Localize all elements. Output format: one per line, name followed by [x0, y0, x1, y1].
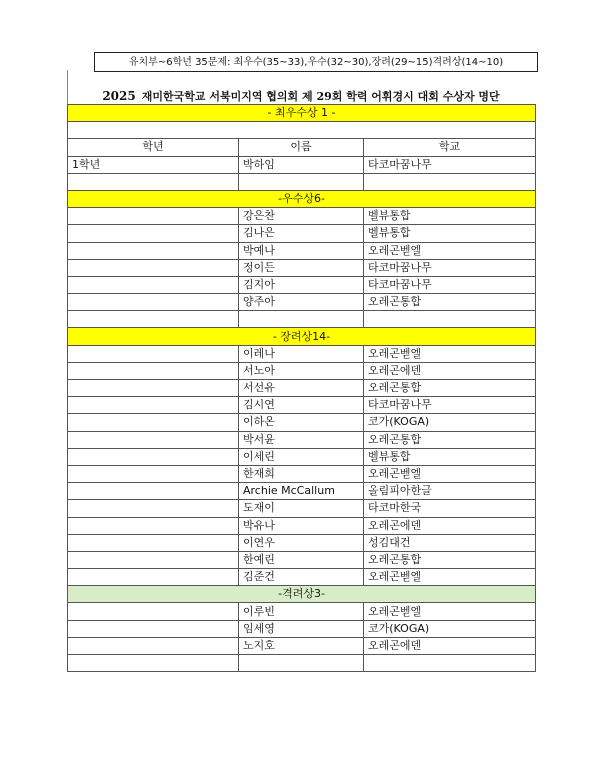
spacer-row	[68, 173, 536, 190]
cell-school: 타코마한국	[364, 500, 536, 517]
cell-school: 오레곤통합	[364, 431, 536, 448]
cell-name: 한재희	[239, 465, 364, 482]
cell-name: 박서윤	[239, 431, 364, 448]
cell-school: 타코마꿈나무	[364, 397, 536, 414]
cell-school: 타코마꿈나무	[364, 156, 536, 173]
table-row	[68, 465, 536, 482]
section-band-encouragement	[68, 328, 536, 345]
spacer-row	[68, 311, 536, 328]
table-row	[68, 362, 536, 379]
header-grade: 학년	[68, 139, 239, 156]
cell-name: 김지아	[239, 276, 364, 293]
table-row	[68, 620, 536, 637]
table-row	[68, 397, 536, 414]
cell-grade	[68, 603, 239, 620]
table-row	[68, 414, 536, 431]
cell-name: 서노아	[239, 362, 364, 379]
cell-school: 오레곤에덴	[364, 362, 536, 379]
cell-name: 이레나	[239, 345, 364, 362]
cell-grade	[68, 242, 239, 259]
cell-school: 벨뷰통합	[364, 225, 536, 242]
cell-name: 한예린	[239, 551, 364, 568]
cell-grade	[68, 500, 239, 517]
header-row	[68, 139, 536, 156]
section-label-encouragement: - 장려상14-	[68, 328, 536, 345]
cell-grade	[68, 448, 239, 465]
cell-school: 오레곤에덴	[364, 517, 536, 534]
table-row	[68, 242, 536, 259]
cell-name: Archie McCallum	[239, 483, 364, 500]
table-row	[68, 603, 536, 620]
section-band-grand	[68, 105, 536, 122]
table-row	[68, 500, 536, 517]
winners-table	[67, 104, 536, 672]
page-title	[67, 88, 535, 104]
cell-grade	[68, 534, 239, 551]
section-label-grand: - 최우수상 1 -	[68, 105, 536, 122]
table-row	[68, 208, 536, 225]
table-row	[68, 569, 536, 586]
cell-school: 벨뷰통합	[364, 208, 536, 225]
table-row	[68, 380, 536, 397]
section-label-cheer: -격려상3-	[68, 586, 536, 603]
cell-grade	[68, 551, 239, 568]
cell-grade	[68, 414, 239, 431]
section-band-cheer	[68, 586, 536, 603]
cell-name: 이세린	[239, 448, 364, 465]
table-row	[68, 225, 536, 242]
cell-school: 오레곤통합	[364, 551, 536, 568]
cell-grade	[68, 276, 239, 293]
cell-school: 오레곤통합	[364, 380, 536, 397]
cell-name: 박예나	[239, 242, 364, 259]
section-band-excellence	[68, 190, 536, 207]
cell-grade	[68, 225, 239, 242]
cell-school: 코가(KOGA)	[364, 414, 536, 431]
table-row	[68, 534, 536, 551]
table-row	[68, 517, 536, 534]
cell-school: 벨뷰통합	[364, 448, 536, 465]
cell-name: 정이든	[239, 259, 364, 276]
title-text: 재미한국학교 서북미지역 협의회 제 29회 학력 어휘경시 대회 수상자 명단	[141, 90, 500, 103]
cell-name: 박유나	[239, 517, 364, 534]
cell-name: 이루빈	[239, 603, 364, 620]
cell-name: 박하임	[239, 156, 364, 173]
cell-name: 이연우	[239, 534, 364, 551]
cell-name: 노지호	[239, 637, 364, 654]
spacer-row	[68, 655, 536, 672]
cell-name: 김나은	[239, 225, 364, 242]
cell-school: 오레곤벧엘	[364, 465, 536, 482]
cell-name: 임세영	[239, 620, 364, 637]
cell-grade: 1학년	[68, 156, 239, 173]
award-sheet	[67, 70, 535, 707]
cell-name: 이하온	[239, 414, 364, 431]
cell-grade	[68, 208, 239, 225]
section-label-excellence: -우수상6-	[68, 190, 536, 207]
title-year: 2025	[102, 89, 136, 103]
cell-grade	[68, 380, 239, 397]
cell-grade	[68, 517, 239, 534]
cell-name: 김준건	[239, 569, 364, 586]
table-row	[68, 259, 536, 276]
cell-name: 도재이	[239, 500, 364, 517]
cell-grade	[68, 431, 239, 448]
cell-name: 김시연	[239, 397, 364, 414]
cell-grade	[68, 465, 239, 482]
cell-school: 성김대건	[364, 534, 536, 551]
cell-grade	[68, 483, 239, 500]
cell-school: 올림피아한글	[364, 483, 536, 500]
spacer-row	[68, 122, 536, 139]
table-row	[68, 637, 536, 654]
table-row	[68, 345, 536, 362]
cell-grade	[68, 397, 239, 414]
cell-school: 오레곤벧엘	[364, 569, 536, 586]
cell-school: 타코마꿈나무	[364, 259, 536, 276]
cell-name: 강은찬	[239, 208, 364, 225]
header-school: 학교	[364, 139, 536, 156]
cell-grade	[68, 637, 239, 654]
cell-grade	[68, 362, 239, 379]
cell-school: 코가(KOGA)	[364, 620, 536, 637]
table-row	[68, 448, 536, 465]
cell-school: 타코마꿈나무	[364, 276, 536, 293]
table-row	[68, 483, 536, 500]
scoring-notice: 유치부~6학년 35문제: 최우수(35~33),우수(32~30),장려(29~15)격려상(14~10)	[94, 52, 538, 72]
header-name: 이름	[239, 139, 364, 156]
table-row	[68, 156, 536, 173]
cell-school: 오레곤벧엘	[364, 345, 536, 362]
cell-grade	[68, 345, 239, 362]
table-row	[68, 276, 536, 293]
cell-grade	[68, 294, 239, 311]
cell-grade	[68, 259, 239, 276]
cell-grade	[68, 620, 239, 637]
cell-school: 오레곤벧엘	[364, 603, 536, 620]
cell-school: 오레곤벧엘	[364, 242, 536, 259]
cell-name: 서선유	[239, 380, 364, 397]
table-row	[68, 294, 536, 311]
table-row	[68, 431, 536, 448]
cell-school: 오레곤통합	[364, 294, 536, 311]
cell-grade	[68, 569, 239, 586]
cell-name: 양주아	[239, 294, 364, 311]
cell-school: 오레곤에덴	[364, 637, 536, 654]
table-row	[68, 551, 536, 568]
